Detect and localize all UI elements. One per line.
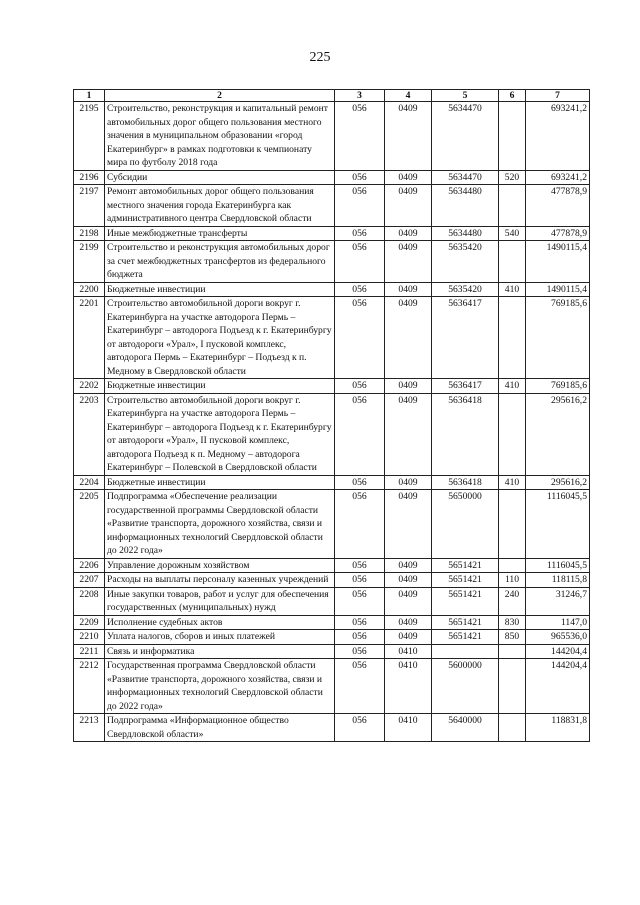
expense-type-code: 850 [499, 630, 526, 645]
target-code [432, 644, 499, 659]
target-code: 5635420 [432, 241, 499, 283]
ministry-code: 056 [335, 587, 385, 615]
section-code: 0409 [385, 573, 432, 588]
column-header: 7 [526, 90, 590, 102]
section-code: 0409 [385, 475, 432, 490]
target-code: 5651421 [432, 615, 499, 630]
row-name: Расходы на выплаты персоналу казенных учреждений [105, 573, 335, 588]
row-name: Строительство автомобильной дороги вокруг г. Екатеринбурга на участке автодорога Пермь – Екатеринбург – автодорога Подъезд к г. Екатеринбургу от автодороги «Урал», II пусковой комплекс, автодорога Подъезд к п. Медному – автодорога Екатеринбург – Полевской в Свердловской области [105, 393, 335, 475]
expense-type-code [499, 714, 526, 742]
column-header: 4 [385, 90, 432, 102]
row-name: Связь и информатика [105, 644, 335, 659]
row-amount: 118115,8 [526, 573, 590, 588]
table-row [74, 615, 590, 630]
row-number: 2197 [74, 185, 105, 227]
target-code: 5640000 [432, 714, 499, 742]
row-name: Субсидии [105, 170, 335, 185]
row-number: 2203 [74, 393, 105, 475]
target-code: 5634480 [432, 226, 499, 241]
section-code: 0409 [385, 393, 432, 475]
row-name: Ремонт автомобильных дорог общего пользования местного значения города Екатеринбурга как административного центра Свердловской области [105, 185, 335, 227]
ministry-code: 056 [335, 573, 385, 588]
row-name: Бюджетные инвестиции [105, 379, 335, 394]
ministry-code: 056 [335, 282, 385, 297]
row-name: Подпрограмма «Информационное общество Свердловской области» [105, 714, 335, 742]
row-name: Уплата налогов, сборов и иных платежей [105, 630, 335, 645]
table-row [74, 475, 590, 490]
row-name: Строительство и реконструкция автомобильных дорог за счет межбюджетных трансфертов из федерального бюджета [105, 241, 335, 283]
row-number: 2199 [74, 241, 105, 283]
table-header-row [74, 90, 590, 102]
expense-type-code [499, 558, 526, 573]
expense-type-code [499, 644, 526, 659]
section-code: 0409 [385, 226, 432, 241]
row-name: Иные закупки товаров, работ и услуг для обеспечения государственных (муниципальных) нужд [105, 587, 335, 615]
expense-type-code: 830 [499, 615, 526, 630]
row-name: Бюджетные инвестиции [105, 282, 335, 297]
table-row [74, 490, 590, 559]
expense-type-code: 410 [499, 282, 526, 297]
target-code: 5636418 [432, 393, 499, 475]
section-code: 0409 [385, 615, 432, 630]
table-row [74, 282, 590, 297]
ministry-code: 056 [335, 241, 385, 283]
row-name: Строительство, реконструкция и капитальный ремонт автомобильных дорог общего пользования местного значения в муниципальном образовании «город Екатеринбург» в рамках подготовки к чемпионату мира по футболу 2018 года [105, 102, 335, 171]
expense-type-code [499, 659, 526, 714]
target-code: 5651421 [432, 630, 499, 645]
target-code: 5651421 [432, 587, 499, 615]
target-code: 5651421 [432, 573, 499, 588]
ministry-code: 056 [335, 393, 385, 475]
row-number: 2206 [74, 558, 105, 573]
budget-table [73, 89, 590, 742]
ministry-code: 056 [335, 297, 385, 379]
expense-type-code: 520 [499, 170, 526, 185]
section-code: 0409 [385, 379, 432, 394]
section-code: 0409 [385, 587, 432, 615]
section-code: 0410 [385, 644, 432, 659]
expense-type-code: 540 [499, 226, 526, 241]
expense-type-code: 240 [499, 587, 526, 615]
table-row [74, 630, 590, 645]
row-number: 2195 [74, 102, 105, 171]
row-number: 2211 [74, 644, 105, 659]
target-code: 5651421 [432, 558, 499, 573]
section-code: 0409 [385, 630, 432, 645]
target-code: 5636418 [432, 475, 499, 490]
ministry-code: 056 [335, 630, 385, 645]
table-row [74, 393, 590, 475]
table-row [74, 185, 590, 227]
ministry-code: 056 [335, 659, 385, 714]
row-amount: 1116045,5 [526, 490, 590, 559]
section-code: 0409 [385, 558, 432, 573]
section-code: 0409 [385, 297, 432, 379]
row-amount: 144204,4 [526, 659, 590, 714]
row-number: 2207 [74, 573, 105, 588]
column-header: 5 [432, 90, 499, 102]
row-amount: 1147,0 [526, 615, 590, 630]
row-amount: 295616,2 [526, 393, 590, 475]
expense-type-code: 410 [499, 379, 526, 394]
ministry-code: 056 [335, 644, 385, 659]
target-code: 5634470 [432, 102, 499, 171]
ministry-code: 056 [335, 475, 385, 490]
table-row [74, 587, 590, 615]
section-code: 0409 [385, 170, 432, 185]
table-row [74, 170, 590, 185]
ministry-code: 056 [335, 615, 385, 630]
section-code: 0409 [385, 102, 432, 171]
row-name: Исполнение судебных актов [105, 615, 335, 630]
table-row [74, 644, 590, 659]
expense-type-code: 410 [499, 475, 526, 490]
section-code: 0410 [385, 714, 432, 742]
row-amount: 769185,6 [526, 297, 590, 379]
expense-type-code [499, 393, 526, 475]
expense-type-code: 110 [499, 573, 526, 588]
row-amount: 1490115,4 [526, 282, 590, 297]
row-number: 2198 [74, 226, 105, 241]
table-row [74, 573, 590, 588]
row-amount: 693241,2 [526, 102, 590, 171]
row-amount: 769185,6 [526, 379, 590, 394]
row-name: Подпрограмма «Обеспечение реализации государственной программы Свердловской области «Развитие транспорта, дорожного хозяйства, связи и информационных технологий Свердловской области до 2022 года» [105, 490, 335, 559]
table-row [74, 659, 590, 714]
row-name: Управление дорожным хозяйством [105, 558, 335, 573]
column-header: 6 [499, 90, 526, 102]
expense-type-code [499, 490, 526, 559]
ministry-code: 056 [335, 714, 385, 742]
table-row [74, 226, 590, 241]
column-header: 3 [335, 90, 385, 102]
page-number: 225 [309, 50, 331, 65]
column-header: 2 [105, 90, 335, 102]
row-amount: 1116045,5 [526, 558, 590, 573]
ministry-code: 056 [335, 226, 385, 241]
target-code: 5635420 [432, 282, 499, 297]
table-row [74, 297, 590, 379]
row-number: 2212 [74, 659, 105, 714]
target-code: 5650000 [432, 490, 499, 559]
row-number: 2210 [74, 630, 105, 645]
table-row [74, 714, 590, 742]
expense-type-code [499, 241, 526, 283]
row-amount: 295616,2 [526, 475, 590, 490]
target-code: 5634480 [432, 185, 499, 227]
row-number: 2208 [74, 587, 105, 615]
ministry-code: 056 [335, 558, 385, 573]
row-name: Строительство автомобильной дороги вокруг г. Екатеринбурга на участке автодорога Пермь – Екатеринбург – автодорога Подъезд к г. Екатеринбургу от автодороги «Урал», I пусковой комплекс, автодорога Пермь – Екатеринбург – Подъезд к п. Медному в Свердловской области [105, 297, 335, 379]
table-row [74, 102, 590, 171]
row-amount: 477878,9 [526, 185, 590, 227]
ministry-code: 056 [335, 379, 385, 394]
expense-type-code [499, 102, 526, 171]
row-amount: 693241,2 [526, 170, 590, 185]
row-number: 2196 [74, 170, 105, 185]
row-amount: 477878,9 [526, 226, 590, 241]
row-name: Государственная программа Свердловской области «Развитие транспорта, дорожного хозяйства, связи и информационных технологий Свердловской области до 2022 года» [105, 659, 335, 714]
target-code: 5636417 [432, 297, 499, 379]
expense-type-code [499, 185, 526, 227]
row-amount: 965536,0 [526, 630, 590, 645]
ministry-code: 056 [335, 490, 385, 559]
row-number: 2213 [74, 714, 105, 742]
section-code: 0409 [385, 282, 432, 297]
row-number: 2204 [74, 475, 105, 490]
target-code: 5636417 [432, 379, 499, 394]
table-row [74, 379, 590, 394]
section-code: 0409 [385, 241, 432, 283]
section-code: 0409 [385, 490, 432, 559]
expense-type-code [499, 297, 526, 379]
ministry-code: 056 [335, 170, 385, 185]
row-number: 2209 [74, 615, 105, 630]
row-amount: 118831,8 [526, 714, 590, 742]
row-amount: 31246,7 [526, 587, 590, 615]
table-row [74, 558, 590, 573]
section-code: 0409 [385, 185, 432, 227]
row-amount: 144204,4 [526, 644, 590, 659]
column-header: 1 [74, 90, 105, 102]
row-number: 2202 [74, 379, 105, 394]
row-number: 2205 [74, 490, 105, 559]
row-number: 2201 [74, 297, 105, 379]
table-row [74, 241, 590, 283]
section-code: 0410 [385, 659, 432, 714]
ministry-code: 056 [335, 102, 385, 171]
row-name: Иные межбюджетные трансферты [105, 226, 335, 241]
row-amount: 1490115,4 [526, 241, 590, 283]
target-code: 5634470 [432, 170, 499, 185]
row-number: 2200 [74, 282, 105, 297]
row-name: Бюджетные инвестиции [105, 475, 335, 490]
ministry-code: 056 [335, 185, 385, 227]
target-code: 5600000 [432, 659, 499, 714]
